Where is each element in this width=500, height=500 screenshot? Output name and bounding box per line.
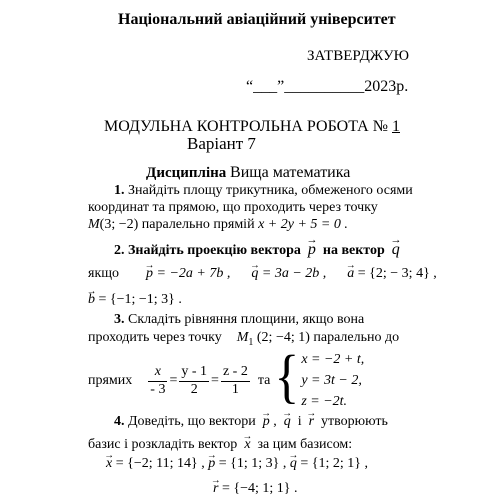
- task1-equation: x + 2y + 5 = 0 .: [258, 217, 348, 232]
- task1-point-coords: (3; −2): [99, 217, 139, 232]
- task3-line2: [88, 330, 399, 348]
- task4-line4: [213, 481, 297, 497]
- task2-line2: [88, 266, 437, 282]
- date-line: [246, 78, 408, 96]
- task4-x-def: = {−2; 11; 14} ,: [115, 456, 205, 471]
- task3-frac3-den: 1: [231, 381, 239, 397]
- task4-text1b: утворюють: [321, 414, 388, 429]
- discipline-name: Вища математика: [230, 164, 351, 181]
- task2-q-def: = 3a − 2b ,: [261, 266, 327, 281]
- task3-pryamykh: прямих: [88, 373, 133, 388]
- date-quote-close: ”: [277, 78, 285, 95]
- task4-vec-p: → p: [263, 414, 270, 430]
- task4-number: 4.: [114, 414, 125, 429]
- task2-a-def: = {2; − 3; 4} ,: [357, 266, 437, 281]
- task1-line3: [88, 217, 348, 233]
- task3-point-label: M: [236, 330, 249, 345]
- task3-text1: Складіть рівняння площини, якщо вона: [128, 312, 365, 327]
- task3-frac2-num: y - 1: [179, 364, 209, 381]
- task2-b-symbol: → b: [88, 292, 95, 308]
- task4-q-def: = {1; 2; 1} ,: [300, 456, 368, 471]
- task4-vec-q: → q: [284, 414, 291, 430]
- task3-fraction-y: [179, 364, 209, 397]
- task3-system-lines: [301, 352, 364, 410]
- date-month-blank: __________: [284, 78, 365, 95]
- task2-line1: [114, 241, 400, 259]
- task2-vec-p: → p: [308, 241, 316, 259]
- task2-p-symbol: → p: [146, 266, 153, 282]
- task2-b-def: = {−1; −1; 3} .: [98, 292, 182, 307]
- task4-line3: [106, 456, 368, 472]
- work-number: 1: [392, 118, 400, 135]
- task1-text2: координат та прямою, що проходить через точку: [88, 200, 378, 215]
- date-quote-open: “: [246, 78, 254, 95]
- task4-line1: 4. Доведіть, що вектори → p , → q і → r утворюють: [114, 414, 388, 430]
- task2-p-def: = −2a + 7b ,: [156, 266, 231, 281]
- task2-q-symbol: → q: [251, 266, 258, 282]
- task4-text2b: за цим базисом:: [257, 437, 353, 452]
- task4-r-def: = {−4; 1; 1} .: [221, 481, 298, 496]
- task3-frac2-den: 2: [190, 381, 198, 397]
- task3-point-coords: (2; −4; 1) паралельно до: [256, 330, 400, 345]
- task2-vec-q: → q: [392, 241, 400, 259]
- task4-p-def: = {1; 1; 3} ,: [218, 456, 287, 471]
- task3-line1: [114, 312, 364, 328]
- task1-tail: паралельно прямій: [138, 217, 259, 232]
- task4-text2: базис і розкладіть вектор: [88, 437, 238, 452]
- task3-number: 3.: [114, 312, 125, 327]
- work-title-text: МОДУЛЬНА КОНТРОЛЬНА РОБОТА №: [104, 118, 392, 135]
- task4-text1: Доведіть, що вектори: [128, 414, 256, 429]
- date-year: 2023р.: [364, 78, 409, 95]
- approve-label: ЗАТВЕРДЖУЮ: [307, 48, 410, 64]
- discipline-label: Дисципліна: [146, 165, 227, 181]
- task2-a-symbol: → a: [347, 266, 354, 282]
- task3-point-sub: 1: [248, 336, 254, 348]
- task4-p-symbol: → p: [208, 456, 215, 472]
- task3-equations: прямих $\frac{x}{- 3}$ = $\frac{y - 1}{2}$ = $\frac{z - 2}{1}$ та { x = −2 + t, y = 3t − 2, z = −2t.: [88, 352, 364, 410]
- task4-vec-x: → x: [244, 437, 250, 453]
- university-name: Національний авіаційний університет: [118, 11, 396, 28]
- date-day-blank: ___: [253, 78, 278, 95]
- task1-text1: Знайдіть площу трикутника, обмеженого осями: [128, 183, 413, 198]
- task2-yakscho: якщо: [88, 266, 120, 281]
- task3-ta: та: [257, 373, 271, 388]
- task3-fraction-x: [148, 364, 167, 397]
- task3-sys-z: z = −2t.: [301, 394, 348, 409]
- task3-fraction-z: [221, 364, 250, 397]
- task4-vec-r: → r: [309, 414, 314, 430]
- task1-line1: [114, 183, 413, 199]
- discipline-line: [146, 164, 350, 182]
- task4-x-symbol: → x: [106, 456, 112, 472]
- task2-line3: [88, 292, 182, 308]
- task1-point-label: M: [88, 217, 100, 232]
- task3-frac3-num: z - 2: [221, 364, 250, 381]
- task1-number: 1.: [114, 183, 125, 198]
- task3-frac1-num: x: [148, 364, 167, 381]
- task3-frac1-den: - 3: [150, 381, 166, 397]
- task3-sys-y: y = 3t − 2,: [301, 373, 362, 388]
- task4-line2: [88, 437, 352, 453]
- task4-q-symbol: → q: [290, 456, 297, 472]
- task3-system: [274, 344, 365, 410]
- task2-number: 2.: [114, 243, 125, 258]
- variant-title: Варіант 7: [187, 134, 256, 153]
- task3-sys-x: x = −2 + t,: [301, 352, 365, 367]
- task4-r-symbol: → r: [213, 481, 218, 497]
- task2-text-b: на вектор: [322, 243, 385, 258]
- task3-brace: {: [274, 344, 300, 410]
- task3-text2: проходить через точку: [88, 330, 222, 345]
- task2-text-a: Знайдіть проекцію вектора: [128, 243, 301, 258]
